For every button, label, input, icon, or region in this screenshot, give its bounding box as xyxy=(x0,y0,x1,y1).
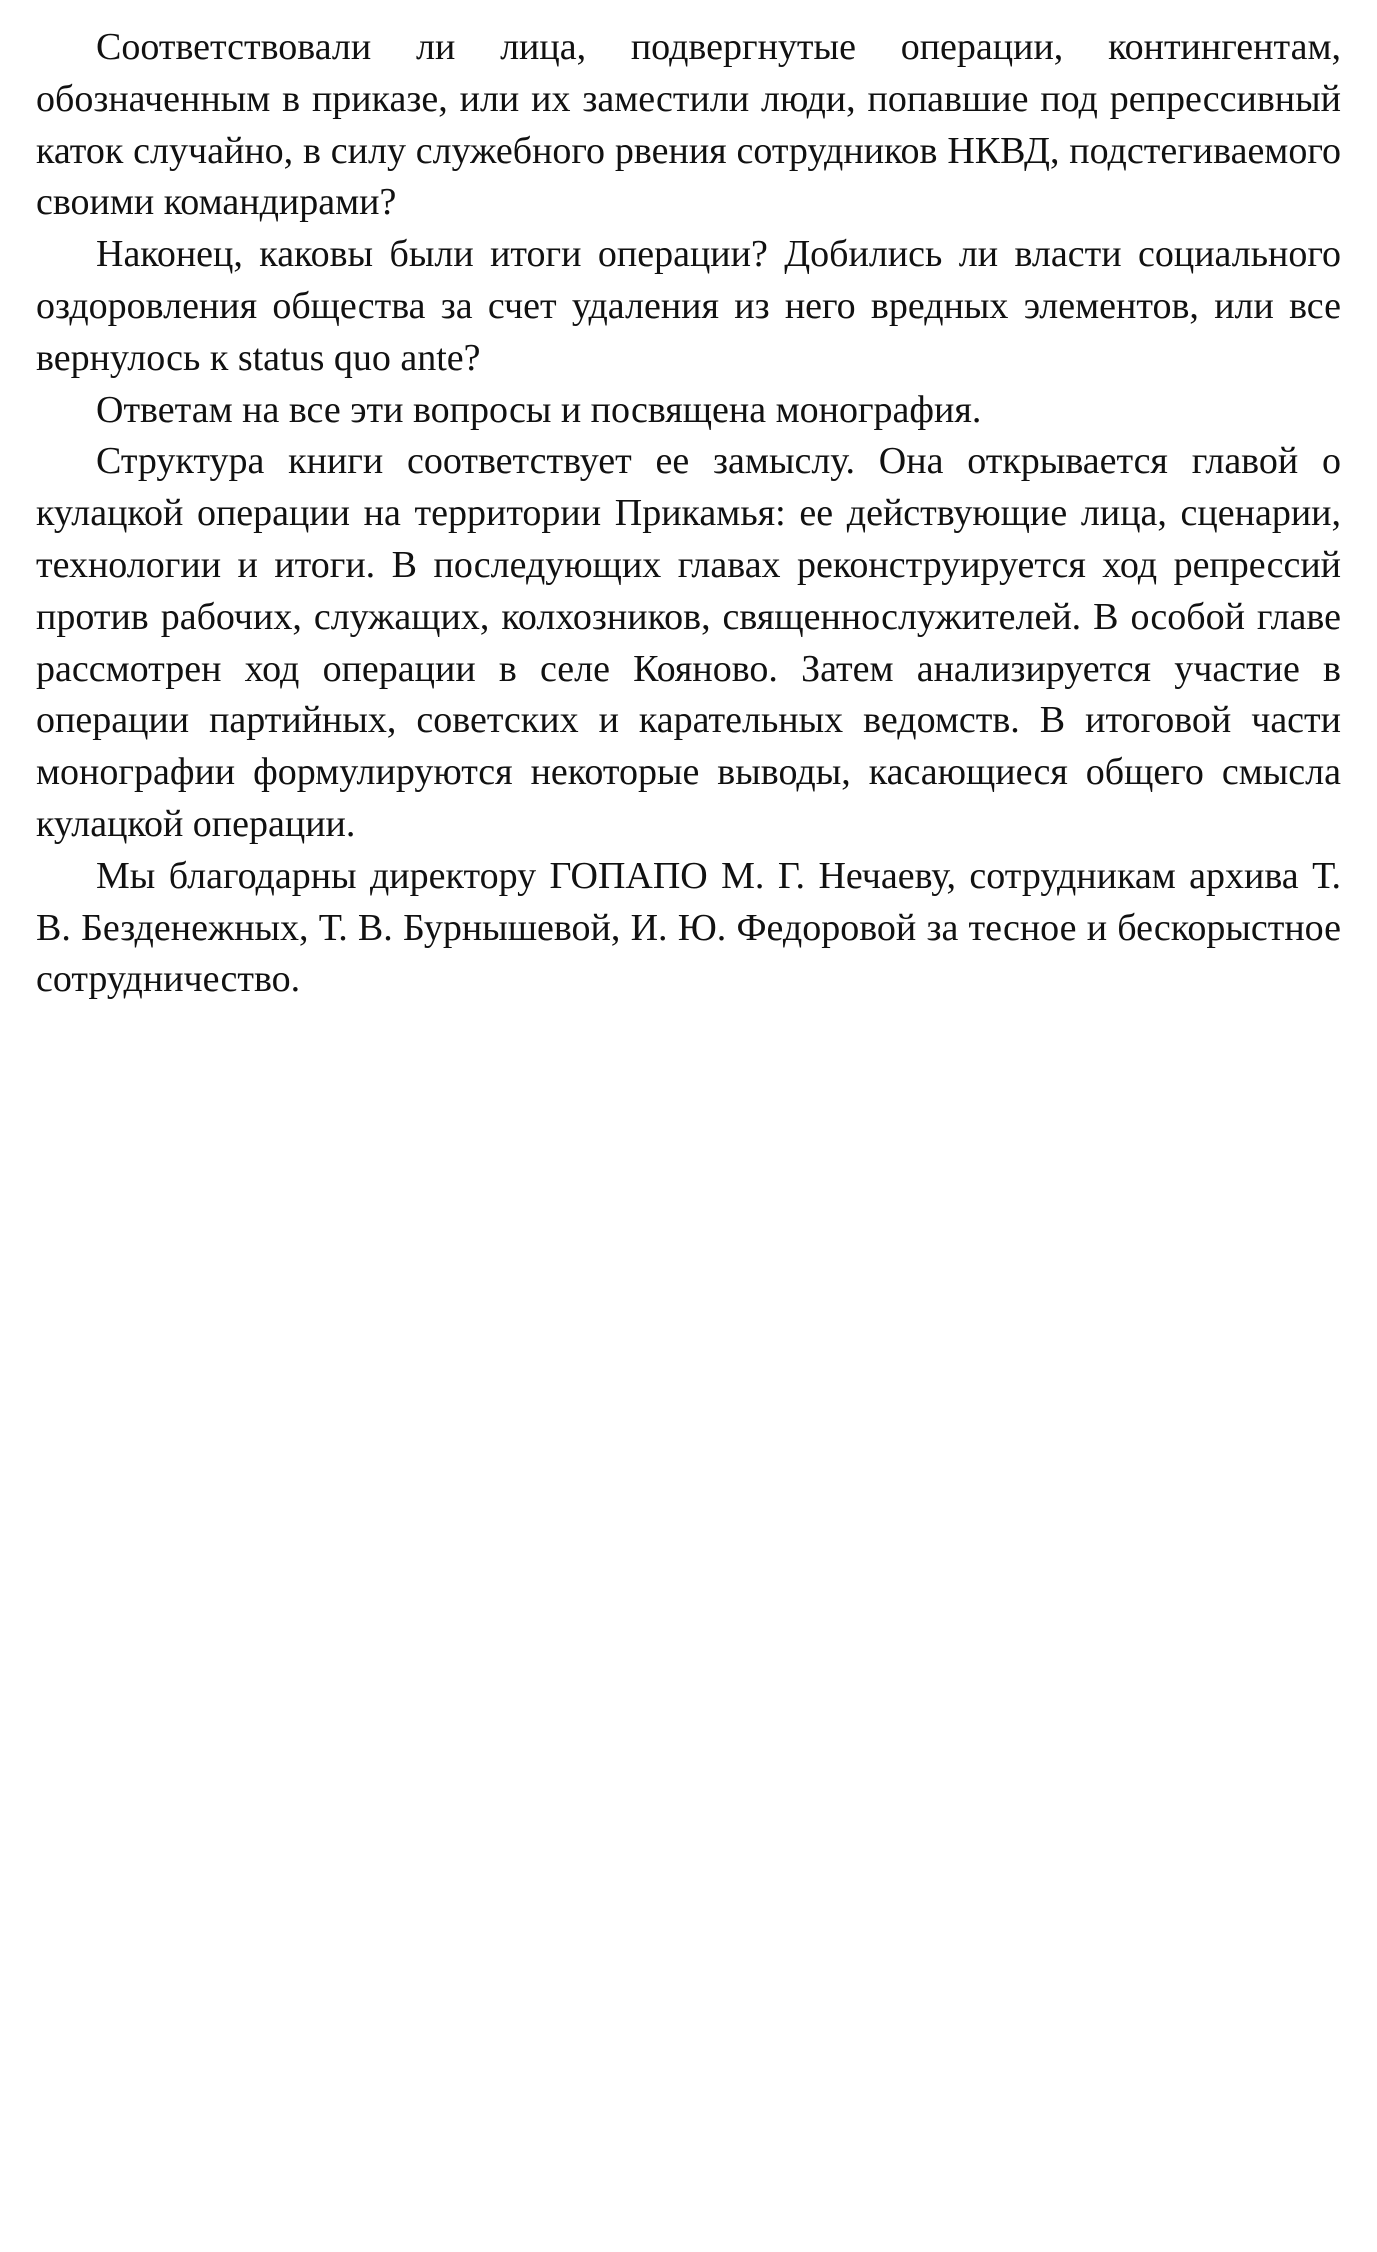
paragraph-4: Структура книги соответствует ее замыслу. Она открывается главой о кулацкой операции на территории Прикамья: ее действующие лица, сценарии, технологии и итоги. В последующих главах реконструируется ход репрессий против рабочих, служащих, колхозников, священнослужителей. В особой главе рассмотрен ход операции в селе Кояново. Затем анализируется участие в операции партийных, советских и карательных ведомств. В итоговой части монографии формулируются некоторые выводы, касающиеся общего смысла кулацкой операции. xyxy=(36,440,1341,845)
paragraph-2: Наконец, каковы были итоги операции? Добились ли власти социального оздоровления общества за счет удаления из него вредных элементов, или все вернулось к status quo ante? xyxy=(36,233,1341,379)
paragraph-5: Мы благодарны директору ГОПАПО М. Г. Нечаеву, сотрудникам архива Т. В. Безденежных, Т. В. Бурнышевой, И. Ю. Федоровой за тесное и бескорыстное сотрудничество. xyxy=(36,854,1341,1001)
paragraph-3: Ответам на все эти вопросы и посвящена монография. xyxy=(96,388,982,431)
page-text-block xyxy=(36,22,1341,1006)
paragraph-1: Соответствовали ли лица, подвергнутые операции, контингентам, обозначенным в приказе, или их заместили люди, попавшие под репрессивный каток случайно, в силу служебного рвения сотрудников НКВД, подстегиваемого своими командирами? xyxy=(36,26,1341,224)
